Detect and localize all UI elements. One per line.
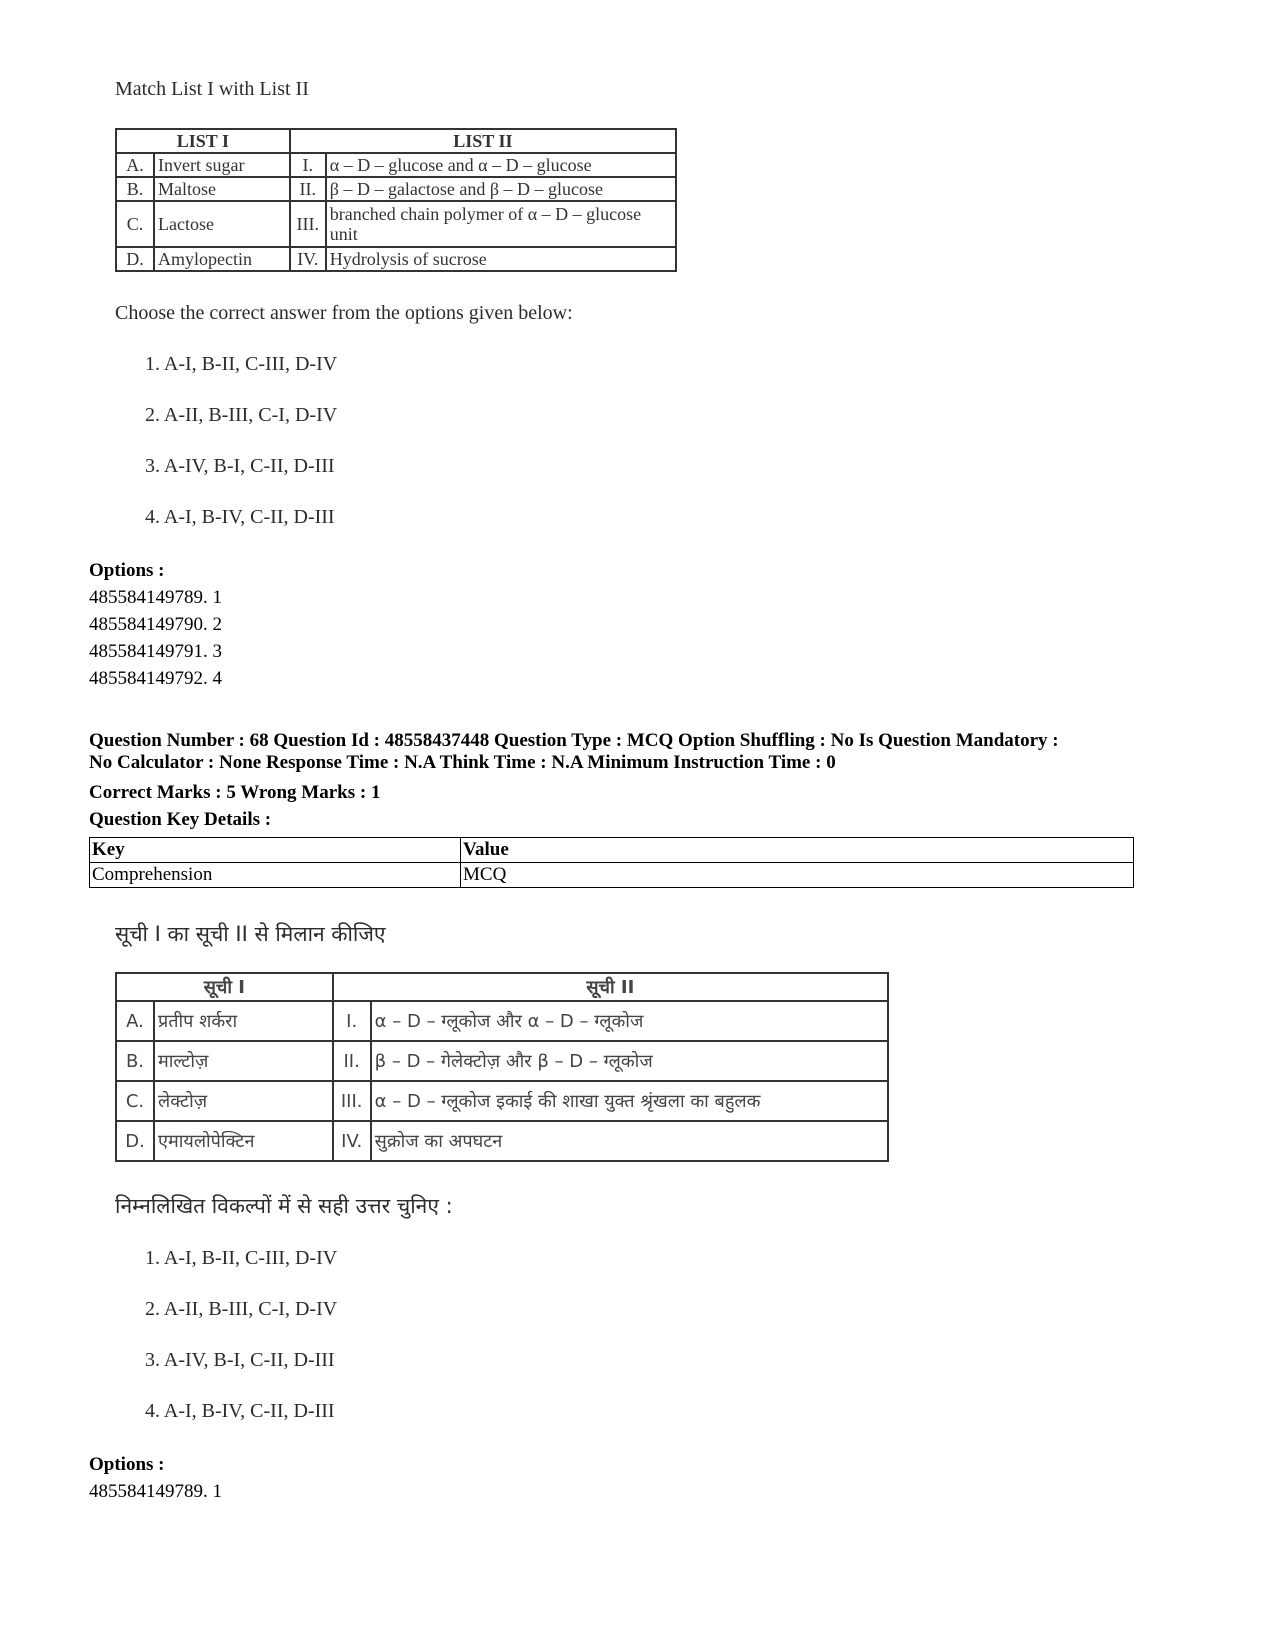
row-numeral: II. <box>290 177 326 201</box>
match-row <box>116 1041 888 1081</box>
row-desc: α – D – ग्लूकोज और α – D – ग्लूकोज <box>371 1001 888 1041</box>
row-letter: C. <box>116 1081 154 1121</box>
list2-header: सूची II <box>333 973 888 1001</box>
row-letter: C. <box>116 201 154 247</box>
answer-option-4: 4. A-I, B-IV, C-II, D-III <box>145 506 335 528</box>
answer-option-2: 2. A-II, B-III, C-I, D-IV <box>145 1298 338 1320</box>
row-numeral: II. <box>333 1041 371 1081</box>
key-cell: Comprehension <box>90 863 461 888</box>
row-item: प्रतीप शर्करा <box>154 1001 333 1041</box>
row-item: लेक्टोज़ <box>154 1081 333 1121</box>
row-item: Invert sugar <box>154 153 290 177</box>
option-id-1: 485584149789. 1 <box>89 587 222 608</box>
answer-option-3: 3. A-IV, B-I, C-II, D-III <box>145 1349 335 1371</box>
row-letter: D. <box>116 247 154 271</box>
row-desc: β – D – galactose and β – D – glucose <box>326 177 676 201</box>
match-row <box>116 201 676 247</box>
row-item: माल्टोज़ <box>154 1041 333 1081</box>
answer-option-1: 1. A-I, B-II, C-III, D-IV <box>145 1247 338 1269</box>
match-row <box>116 1001 888 1041</box>
row-desc: α – D – glucose and α – D – glucose <box>326 153 676 177</box>
row-numeral: IV. <box>333 1121 371 1161</box>
row-desc: सुक्रोज का अपघटन <box>371 1121 888 1161</box>
option-id-2: 485584149790. 2 <box>89 614 222 635</box>
option-id-1: 485584149789. 1 <box>89 1481 222 1502</box>
row-numeral: III. <box>333 1081 371 1121</box>
row-desc: Hydrolysis of sucrose <box>326 247 676 271</box>
key-details-label: Question Key Details : <box>89 809 272 830</box>
answer-option-1: 1. A-I, B-II, C-III, D-IV <box>145 353 338 375</box>
question-image-english <box>115 78 715 538</box>
row-item: Lactose <box>154 201 290 247</box>
question-meta-line1: Question Number : 68 Question Id : 48558437448 Question Type : MCQ Option Shuffling : No Is Question Mandatory : <box>89 730 1059 751</box>
key-table-header <box>90 838 1134 863</box>
row-letter: A. <box>116 153 154 177</box>
list1-header: सूची I <box>116 973 333 1001</box>
row-desc: β – D – गेलेक्टोज़ और β – D – ग्लूकोज <box>371 1041 888 1081</box>
key-details-table <box>89 837 1134 888</box>
match-row <box>116 247 676 271</box>
answer-option-4: 4. A-I, B-IV, C-II, D-III <box>145 1400 335 1422</box>
options-label: Options : <box>89 560 165 581</box>
value-cell: MCQ <box>461 863 1134 888</box>
question-meta-line2: No Calculator : None Response Time : N.A Think Time : N.A Minimum Instruction Time : 0 <box>89 752 836 773</box>
row-desc: branched chain polymer of α – D – glucose unit <box>326 201 676 247</box>
question-intro: Match List I with List II <box>115 78 309 100</box>
row-letter: B. <box>116 1041 154 1081</box>
question-intro-hindi: सूची I का सूची II से मिलान कीजिए <box>115 922 386 946</box>
marks-line: Correct Marks : 5 Wrong Marks : 1 <box>89 782 381 803</box>
value-header: Value <box>461 838 1134 863</box>
row-item: Maltose <box>154 177 290 201</box>
list2-header: LIST II <box>290 129 676 153</box>
row-numeral: III. <box>290 201 326 247</box>
option-id-4: 485584149792. 4 <box>89 668 222 689</box>
choose-instruction: Choose the correct answer from the options given below: <box>115 302 573 324</box>
row-item: एमायलोपेक्टिन <box>154 1121 333 1161</box>
row-letter: B. <box>116 177 154 201</box>
list1-header: LIST I <box>116 129 290 153</box>
option-id-3: 485584149791. 3 <box>89 641 222 662</box>
row-numeral: I. <box>290 153 326 177</box>
match-row <box>116 1081 888 1121</box>
answer-option-3: 3. A-IV, B-I, C-II, D-III <box>145 455 335 477</box>
match-row <box>116 1121 888 1161</box>
match-table-header <box>116 973 888 1001</box>
row-numeral: I. <box>333 1001 371 1041</box>
match-table <box>115 128 677 272</box>
match-row <box>116 153 676 177</box>
key-header: Key <box>90 838 461 863</box>
question-image-hindi <box>115 920 895 1430</box>
row-item: Amylopectin <box>154 247 290 271</box>
match-table-hindi <box>115 972 889 1162</box>
options-label: Options : <box>89 1454 165 1475</box>
match-row <box>116 177 676 201</box>
match-table-header <box>116 129 676 153</box>
row-desc: α – D – ग्लूकोज इकाई की शाखा युक्त श्रृंखला का बहुलक <box>371 1081 888 1121</box>
row-numeral: IV. <box>290 247 326 271</box>
row-letter: D. <box>116 1121 154 1161</box>
answer-option-2: 2. A-II, B-III, C-I, D-IV <box>145 404 338 426</box>
row-letter: A. <box>116 1001 154 1041</box>
key-table-row <box>90 863 1134 888</box>
choose-instruction-hindi: निम्नलिखित विकल्पों में से सही उत्तर चुनिए : <box>115 1194 453 1218</box>
